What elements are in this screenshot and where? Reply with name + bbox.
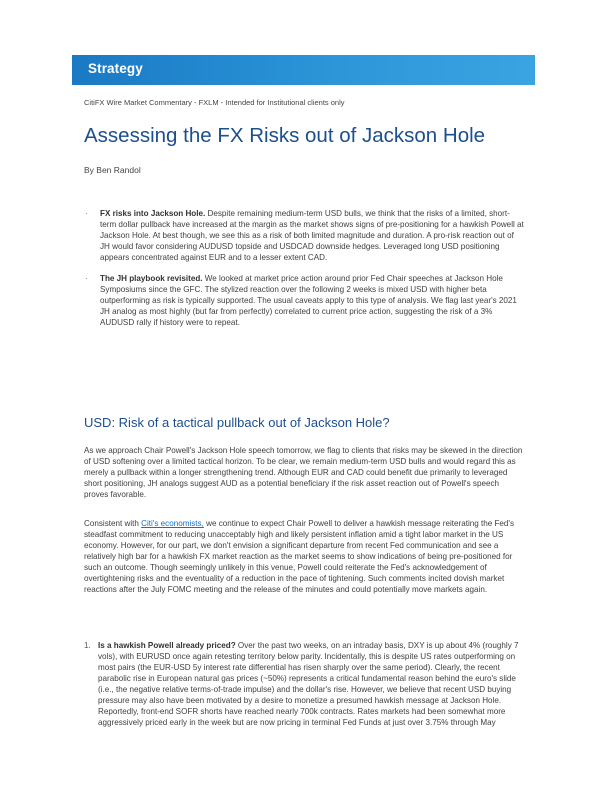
banner-title: Strategy (88, 61, 143, 76)
paragraph-prefix: Consistent with (84, 519, 142, 528)
bullet-item (84, 273, 524, 328)
bullet-item (84, 208, 524, 263)
body-paragraph-2 (84, 518, 524, 595)
item-lead: Is a hawkish Powell already priced? (98, 641, 236, 650)
strategy-banner (72, 55, 535, 85)
section-heading: USD: Risk of a tactical pullback out of Jackson Hole? (84, 415, 390, 430)
bullet-lead: The JH playbook revisited. (100, 274, 203, 283)
bullet-text: Despite remaining medium-term USD bulls, we think that the risks of a limited, short-term dollar pullback have increased at the margin as the market shows signs of pre-positioning for a hawkish Powell at Jackson Hole. At best though, we see this as a risk of both limited magnitude and duration. A pro-risk reaction out of JH would favor considering AUDUSD topside and USDCAD downside hedges. Leveraged long USD positioning appears concentrated against EUR and to a lesser extent CAD. (100, 209, 524, 262)
paragraph-text: we continue to expect Chair Powell to deliver a hawkish message reiterating the Fed's steadfast commitment to reducing unacceptably high and likely persistent inflation amid a tight labor market in the US economy. However, for our part, we don't envision a significant departure from recent Fed communication and see a relatively high bar for a hawkish FX market reaction as the market seems to show indications of being pre-positioned for such an outcome. Though seemingly unlikely in this venue, Powell could reiterate the Fed's acknowledgement of overtightening risks and the eventuality of a reduction in the pace of tightening. Such comments incited dovish market reactions after the July FOMC meeting and the release of the minutes and could potentially move markets again. (84, 519, 515, 594)
item-text: Over the past two weeks, on an intraday basis, DXY is up about 4% (roughly 7 vols), with EURUSD once again retesting territory below parity. Incidentally, this is despite US rates outperforming on most pairs (the EUR-USD 5y interest rate differential has risen sharply over the same period). Clearly, the recent parabolic rise in European natural gas prices (~50%) represents a critical fundamental reason behind the euro's slide (i.e., the negative relative terms-of-trade impulse) and the dollar's rise. However, we believe that recent USD buying pressure may also have been motivated by a desire to monetize a presumed hawkish message at Jackson Hole. Reportedly, front-end SOFR shorts have reached nearly 700k contracts. Rates markets had been somewhat more aggressively priced early in the week but are now pricing in terminal Fed Funds at just over 3.75% through May (98, 641, 519, 727)
citi-economists-link[interactable]: Citi's economists, (141, 519, 204, 528)
bullet-marker: · (85, 274, 88, 283)
body-paragraph-1: As we approach Chair Powell's Jackson Hole speech tomorrow, we flag to clients that risks may be skewed in the direction of USD softening over a limited tactical horizon. To be clear, we remain medium-term USD bulls and would regard this as merely a pullback within a longer strengthening trend. Although EUR and CAD could benefit due primarily to leveraged short positioning, JH analogs suggest AUD as a potential beneficiary if the risk asset reaction out of Powell's speech proves favorable. (84, 446, 523, 499)
disclaimer-text: CitiFX Wire Market Commentary - FXLM - Intended for Institutional clients only (84, 98, 345, 107)
byline: By Ben Randol (84, 165, 141, 175)
numbered-list (84, 640, 524, 728)
item-number: 1. (84, 641, 91, 650)
bullet-text: We looked at market price action around prior Fed Chair speeches at Jackson Hole Symposiums since the GFC. The stylized reaction over the following 2 weeks is mixed USD with higher beta outperforming as risk is typically supported. The usual caveats apply to this type of analysis. We flag last year's 2021 JH analog as most highly (but far from perfectly) correlated to current price action, suggesting the risk of a 3% AUDUSD rally if history were to repeat. (100, 274, 517, 327)
bullet-marker: · (85, 209, 88, 218)
summary-bullets (84, 208, 524, 338)
numbered-item (84, 640, 524, 728)
page-title: Assessing the FX Risks out of Jackson Hole (84, 124, 486, 147)
bullet-lead: FX risks into Jackson Hole. (100, 209, 206, 218)
